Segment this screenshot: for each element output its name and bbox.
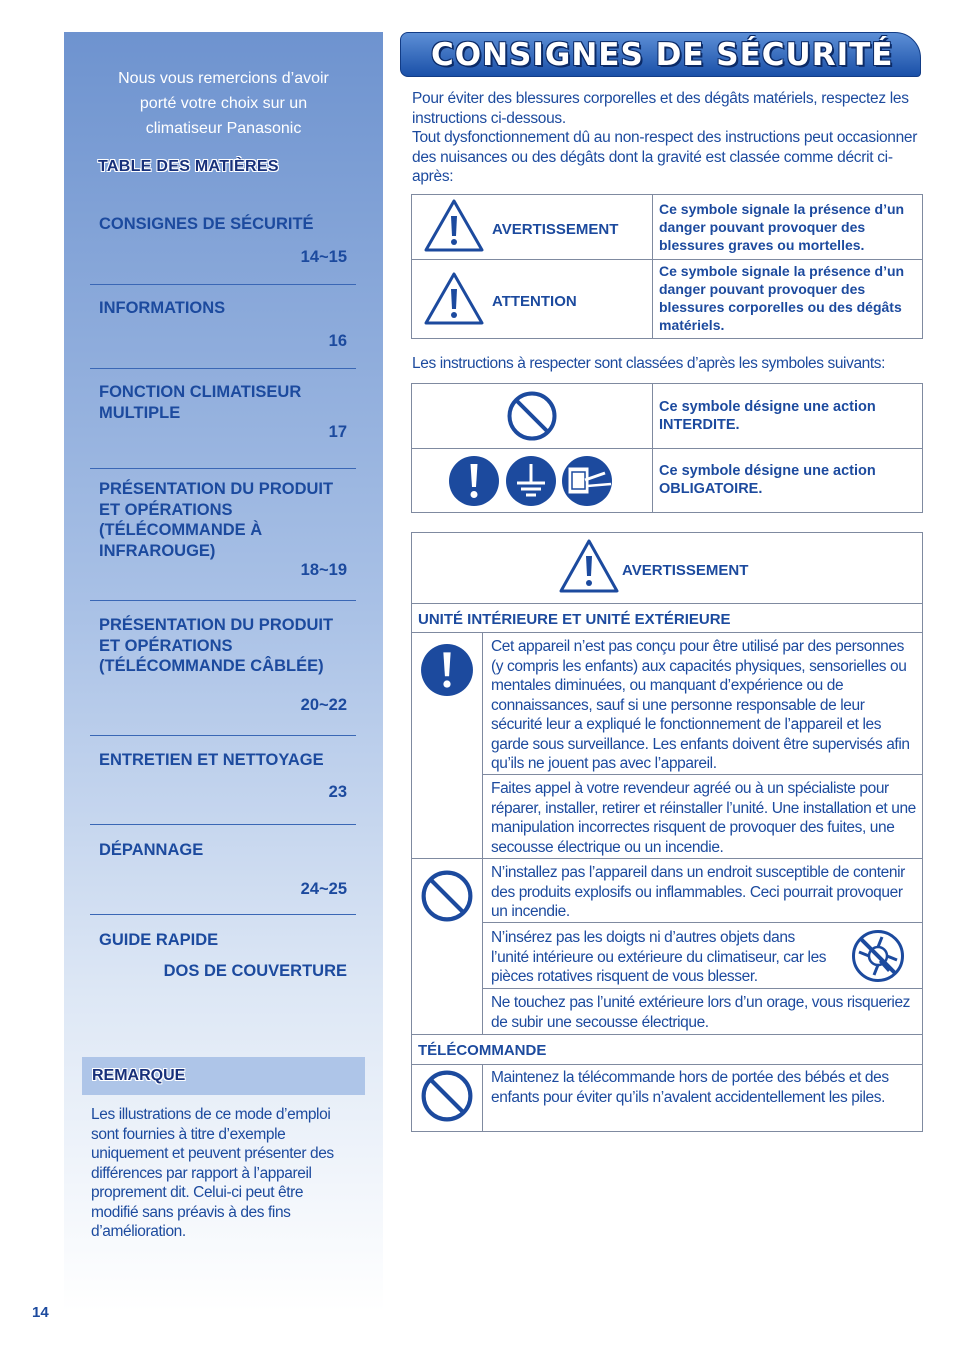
prohibited-icon xyxy=(420,869,474,923)
toc-entry-guide[interactable] xyxy=(90,930,356,990)
level-label: ATTENTION xyxy=(492,293,577,310)
unplug-icon xyxy=(561,455,615,507)
toc-entry-infrarouge[interactable] xyxy=(90,479,356,601)
toc-label: GUIDE RAPIDE xyxy=(99,931,219,949)
warning-triangle-icon xyxy=(558,538,620,594)
prohibited-icon xyxy=(420,1069,474,1123)
no-fingers-fan-icon xyxy=(851,929,905,983)
toc-title: TABLE DES MATIÈRES xyxy=(98,158,279,175)
page-title-banner xyxy=(400,32,921,77)
intro-text: Pour éviter des blessures corporelles et des dégâts matériels, respectez les instructions ci-dessous. Tout dysfonctionnement dû au non-respect des instructions peut occasionner des nuisances ou des dégâts dont la gravité est classée comme décrit ci-après: xyxy=(412,90,918,185)
mandatory-icon xyxy=(420,643,474,697)
toc-page: 24~25 xyxy=(300,880,347,898)
warning-item: N’installez pas l’appareil dans un endroit susceptible de contenir des produits explosifs ou inflammables. Ceci pourrait provoquer un incendie. xyxy=(491,864,905,920)
warning-item: N’insérez pas les doigts ni d’autres objets dans l’unité intérieure ou extérieure du climatiseur, car les pièces rotatives risquent de vous blesser. xyxy=(491,929,827,985)
toc-label: DÉPANNAGE xyxy=(99,841,204,859)
toc-page: 16 xyxy=(328,332,347,350)
sidebar xyxy=(64,32,383,1312)
symbols-intro: Les instructions à respecter sont classées d’après les symboles suivants: xyxy=(412,355,886,372)
caution-triangle-icon xyxy=(423,271,485,326)
toc-label: CONSIGNES DE SÉCURITÉ xyxy=(99,215,314,233)
toc-page: 23 xyxy=(328,783,347,801)
page-title: CONSIGNES DE SÉCURITÉ xyxy=(431,37,894,73)
section-heading-remote: TÉLÉCOMMANDE xyxy=(418,1042,547,1059)
toc-page: 17 xyxy=(328,423,347,441)
toc-page: 14~15 xyxy=(300,248,347,266)
remark-bar xyxy=(82,1057,365,1095)
toc-label: FONCTION CLIMATISEUR MULTIPLE xyxy=(99,383,302,422)
welcome-text: Nous vous remercions d’avoir porté votre choix sur un climatiseur Panasonic xyxy=(118,70,329,137)
warning-box-title: AVERTISSEMENT xyxy=(622,562,749,579)
remark-text: Les illustrations de ce mode d’emploi sont fournies à titre d’exemple uniquement et peuvent présenter des différences par rapport à l’appareil proprement dit. Celui-ci peut être modifié sans préavis à des fins d’amélioration. xyxy=(91,1106,334,1240)
page-number: 14 xyxy=(32,1304,49,1321)
toc-entry-entretien[interactable] xyxy=(90,750,356,825)
symbol-desc: Ce symbole désigne une action INTERDITE. xyxy=(659,399,876,433)
toc-entry-depannage[interactable] xyxy=(90,840,356,915)
mandatory-icon xyxy=(448,455,500,507)
toc-entry-consignes[interactable] xyxy=(90,214,356,285)
prohibited-icon xyxy=(506,390,558,442)
warning-triangle-icon xyxy=(423,198,485,253)
level-desc: Ce symbole signale la présence d’un danger pouvant provoquer des blessures corporelles ou des dégâts matériels. xyxy=(659,263,905,333)
toc-label: ENTRETIEN ET NETTOYAGE xyxy=(99,751,324,769)
warning-item: Cet appareil n’est pas conçu pour être utilisé par des personnes (y compris les enfants) aux capacités physiques, sensorielles ou mentales diminuées, ou manquant d’expérience ou de connaissances, sauf si une personne responsable de leur sécurité leur a expliqué le fonctionnement de l’appareil et les garde sous surveillance. Les enfants doivent être supervisés afin qu’ils ne jouent pas avec l’appareil. xyxy=(491,638,910,772)
toc-page: 20~22 xyxy=(300,696,347,714)
toc-label: PRÉSENTATION DU PRODUIT ET OPÉRATIONS (TÉLÉCOMMANDE À INFRAROUGE) xyxy=(99,480,334,560)
toc-page: DOS DE COUVERTURE xyxy=(163,962,347,980)
level-desc: Ce symbole signale la présence d’un danger pouvant provoquer des blessures graves ou mortelles. xyxy=(659,201,905,253)
toc-label: INFORMATIONS xyxy=(99,299,226,317)
warning-item: Maintenez la télécommande hors de portée des bébés et des enfants pour éviter qu’ils n’avalent accidentellement les piles. xyxy=(491,1069,889,1106)
warning-item: Faites appel à votre revendeur agréé ou à un spécialiste pour réparer, installer, retirer et réinstaller l’unité. Une installation et une manipulation incorrectes risquent de provoquer des fuites, une secousse électrique ou un incendie. xyxy=(491,780,916,856)
toc-entry-informations[interactable] xyxy=(90,298,356,369)
toc-page: 18~19 xyxy=(300,561,347,579)
warning-item: Ne touchez pas l’unité extérieure lors d’un orage, vous risqueriez de subir une secousse électrique. xyxy=(491,994,911,1031)
section-heading-units: UNITÉ INTÉRIEURE ET UNITÉ EXTÉRIEURE xyxy=(418,611,731,628)
toc-entry-cablee[interactable] xyxy=(90,615,356,736)
ground-icon xyxy=(505,455,557,507)
remark-title: REMARQUE xyxy=(92,1067,186,1084)
level-label: AVERTISSEMENT xyxy=(492,221,619,238)
symbol-desc: Ce symbole désigne une action OBLIGATOIRE. xyxy=(659,463,876,497)
toc-entry-multiple[interactable] xyxy=(90,382,356,469)
toc-label: PRÉSENTATION DU PRODUIT ET OPÉRATIONS (TÉLÉCOMMANDE CÂBLÉE) xyxy=(99,616,334,675)
